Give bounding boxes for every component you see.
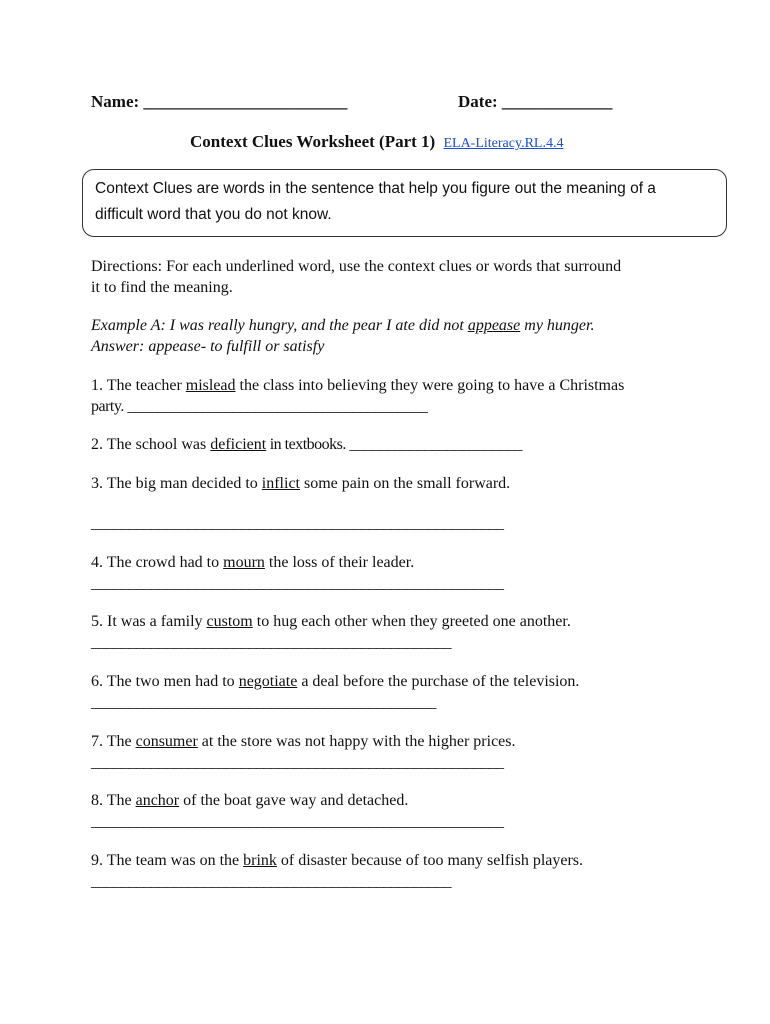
example-word: appease bbox=[467, 317, 521, 334]
answer-blank[interactable]: in textbooks. _______________________ bbox=[266, 436, 522, 453]
answer-blank[interactable]: _______________________________________________________ bbox=[91, 754, 504, 771]
question-text: 2. The school was bbox=[91, 436, 211, 453]
date-field[interactable]: Date: _____________ bbox=[458, 92, 613, 111]
example-block bbox=[91, 315, 691, 357]
question-text: at the store was not happy with the higher prices. bbox=[197, 733, 516, 750]
question-text: 4. The crowd had to bbox=[91, 554, 224, 571]
definition-box bbox=[82, 169, 727, 237]
name-field[interactable]: Name: ________________________ bbox=[91, 92, 348, 111]
underlined-word: negotiate bbox=[238, 673, 298, 690]
answer-blank[interactable]: party. ________________________________________ bbox=[91, 398, 428, 415]
definition-line-1: Context Clues are words in the sentence that help you figure out the meaning of a bbox=[95, 180, 656, 197]
question-8 bbox=[91, 790, 701, 832]
standard-link[interactable]: ELA-Literacy.RL.4.4 bbox=[443, 136, 564, 151]
answer-blank[interactable]: _______________________________________________________ bbox=[91, 575, 504, 592]
question-text: to hug each other when they greeted one another. bbox=[252, 613, 571, 630]
question-text: of the boat gave way and detached. bbox=[179, 792, 409, 809]
question-text: 6. The two men had to bbox=[91, 673, 239, 690]
header-row bbox=[91, 92, 691, 116]
answer-blank[interactable]: ________________________________________________ bbox=[91, 634, 451, 651]
underlined-word: inflict bbox=[261, 475, 300, 492]
underlined-word: consumer bbox=[135, 733, 198, 750]
underlined-word: mourn bbox=[223, 554, 265, 571]
question-text: some pain on the small forward. bbox=[300, 475, 511, 492]
question-6 bbox=[91, 671, 701, 713]
directions-line-2: it to find the meaning. bbox=[91, 279, 233, 296]
question-4 bbox=[91, 552, 701, 594]
definition-line-2: difficult word that you do not know. bbox=[95, 206, 332, 223]
answer-blank[interactable]: ________________________________________________ bbox=[91, 873, 451, 890]
question-9 bbox=[91, 850, 701, 892]
question-3 bbox=[91, 473, 701, 534]
underlined-word: brink bbox=[243, 852, 277, 869]
example-sentence bbox=[91, 315, 691, 336]
question-text: 1. The teacher bbox=[91, 377, 186, 394]
underlined-word: mislead bbox=[185, 377, 236, 394]
worksheet-title: Context Clues Worksheet (Part 1) bbox=[190, 132, 436, 151]
page-title bbox=[190, 132, 563, 152]
answer-blank[interactable]: ______________________________________________ bbox=[91, 694, 436, 711]
question-2 bbox=[91, 434, 701, 455]
question-text: 9. The team was on the bbox=[91, 852, 244, 869]
question-text: the class into believing they were going to have a Christmas bbox=[235, 377, 625, 394]
underlined-word: anchor bbox=[135, 792, 180, 809]
question-text: 5. It was a family bbox=[91, 613, 207, 630]
question-text: 8. The bbox=[91, 792, 136, 809]
question-text: a deal before the purchase of the television. bbox=[297, 673, 580, 690]
question-7 bbox=[91, 731, 701, 773]
example-before: Example A: I was really hungry, and the pear I ate did not bbox=[91, 317, 468, 334]
question-text: 7. The bbox=[91, 733, 136, 750]
answer-blank[interactable]: _______________________________________________________ bbox=[91, 515, 504, 532]
directions-line-1: Directions: For each underlined word, use the context clues or words that surround bbox=[91, 258, 622, 275]
question-text: of disaster because of too many selfish players. bbox=[276, 852, 584, 869]
underlined-word: custom bbox=[206, 613, 253, 630]
question-1 bbox=[91, 375, 701, 417]
example-answer: Answer: appease- to fulfill or satisfy bbox=[91, 338, 325, 355]
answer-blank[interactable]: _______________________________________________________ bbox=[91, 813, 504, 830]
question-text: the loss of their leader. bbox=[264, 554, 415, 571]
question-text: 3. The big man decided to bbox=[91, 475, 262, 492]
directions bbox=[91, 256, 691, 298]
underlined-word: deficient bbox=[210, 436, 267, 453]
example-after: my hunger. bbox=[520, 317, 595, 334]
question-5 bbox=[91, 611, 701, 653]
